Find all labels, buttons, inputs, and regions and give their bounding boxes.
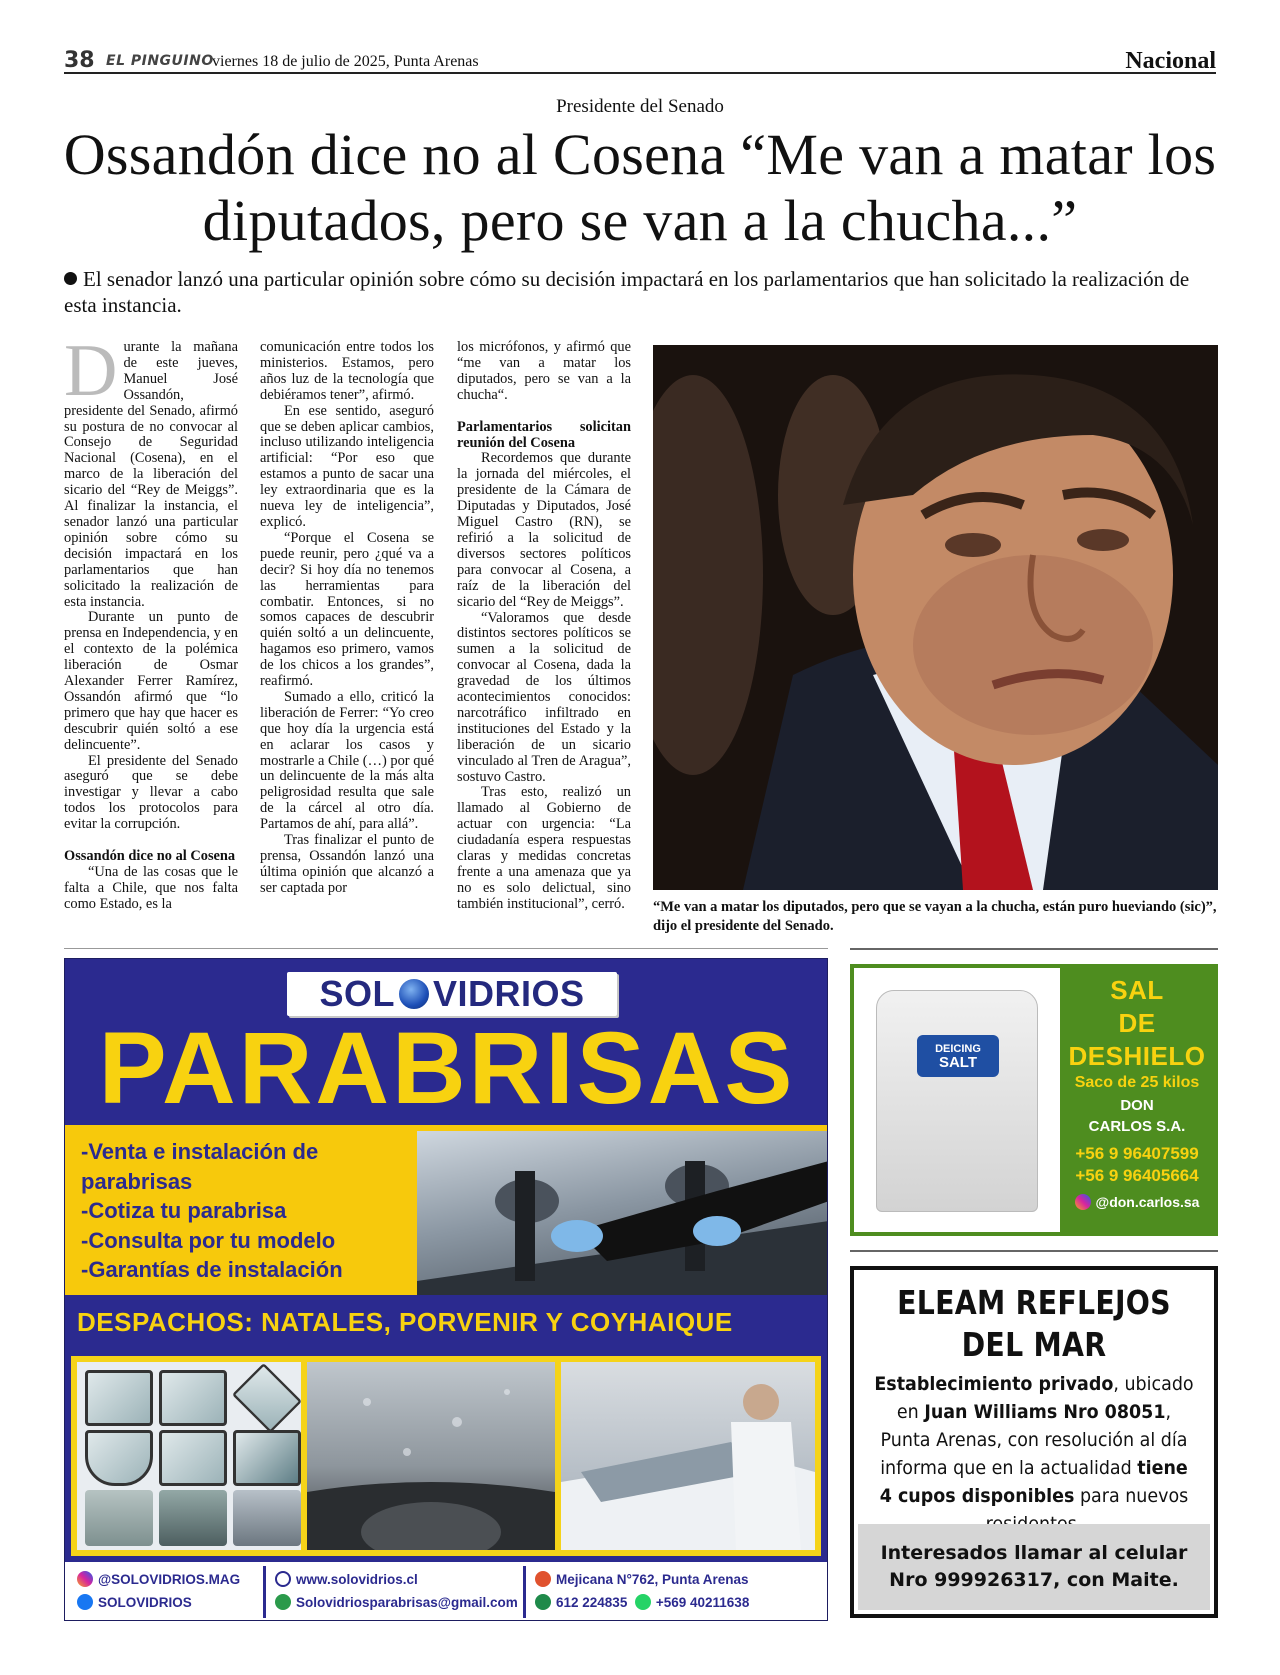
- glass-tile: [159, 1430, 227, 1486]
- bullet-icon: [64, 272, 77, 285]
- glass-samples-photo: [77, 1362, 301, 1550]
- location-pin-icon: [535, 1571, 551, 1587]
- divider: [523, 1566, 526, 1618]
- lead-text: El senador lanzó una particular opinión sobre cómo su decisión impactará en los parlamentarios que han solicitado la realización de esta instancia.: [64, 267, 1190, 317]
- eleam-body-text: , Punta Arenas, con resolución al día informa que en la actualidad: [880, 1401, 1188, 1479]
- facebook-icon: [77, 1594, 93, 1610]
- website-link[interactable]: [275, 1568, 518, 1591]
- page-header: [64, 50, 1216, 74]
- rainy-windshield-photo: [307, 1362, 555, 1550]
- feature-item: -Cotiza tu parabrisa: [81, 1198, 287, 1223]
- solovidrios-ad[interactable]: [64, 958, 828, 1621]
- instagram-icon: [77, 1571, 93, 1587]
- dateline: viernes 18 de julio de 2025, Punta Arenas: [212, 53, 479, 70]
- whatsapp-icon: [635, 1594, 651, 1610]
- portrait-illustration: [653, 345, 1218, 890]
- bag-label: DEICING: [935, 1043, 981, 1055]
- product-gallery: [71, 1356, 821, 1556]
- feature-item: -Consulta por tu modelo: [81, 1227, 336, 1253]
- bag-logo: [917, 1035, 999, 1077]
- ad-features-band: [65, 1125, 828, 1295]
- website-text: www.solovidrios.cl: [296, 1572, 418, 1587]
- paragraph: Tras finalizar el punto de prensa, Ossandón lanzó una última opinión que alcanzó a ser captada por: [260, 832, 434, 896]
- phone-text: 612 224835: [556, 1595, 628, 1610]
- feature-item: parabrisas: [81, 1168, 193, 1194]
- eleam-title-line: ELEAM REFLEJOS: [897, 1283, 1171, 1322]
- facebook-handle: SOLOVIDRIOS: [98, 1595, 192, 1610]
- drop-cap: D: [64, 330, 118, 412]
- phone-line[interactable]: [535, 1591, 749, 1614]
- web-cell: [275, 1568, 518, 1614]
- sal-phone[interactable]: +56 9 96405664: [1075, 1166, 1199, 1185]
- email-link[interactable]: [275, 1591, 518, 1614]
- article-photo: [653, 345, 1218, 890]
- glass-tile: [233, 1430, 301, 1486]
- sal-phone[interactable]: +56 9 96407599: [1075, 1144, 1199, 1163]
- paragraph: los micrófonos, y afirmó que “me van a matar los diputados, pero se van a la chucha“.: [457, 339, 631, 403]
- windshield-install-photo: [417, 1131, 828, 1295]
- article-headline: Ossandón dice no al Cosena “Me van a matar los diputados, pero se van a la chucha...”: [63, 122, 1217, 253]
- company-line: CARLOS S.A.: [1088, 1118, 1186, 1135]
- divider: [850, 1250, 1218, 1252]
- sal-subtitle: Saco de 25 kilos: [1074, 1074, 1200, 1091]
- technician-photo: [561, 1362, 815, 1550]
- article-lead: [64, 266, 1214, 318]
- eleam-body: [868, 1370, 1199, 1538]
- paragraph: comunicación entre todos los ministerios. Estamos, pero años luz de la tecnología que debiéramos tener”, afirmó.: [260, 339, 434, 403]
- eleam-contact[interactable]: [858, 1524, 1210, 1610]
- page-number: 38: [64, 48, 95, 73]
- newspaper-brand: EL PINGUINO: [106, 53, 214, 69]
- despachos-text: DESPACHOS: NATALES, PORVENIR Y COYHAIQUE: [77, 1307, 733, 1337]
- ad-title: PARABRISAS: [98, 1011, 796, 1125]
- globe-icon: [397, 977, 431, 1011]
- article-kicker: Presidente del Senado: [556, 96, 724, 117]
- sal-title-line: SAL: [1110, 975, 1164, 1005]
- email-text: Solovidriosparabrisas@gmail.com: [296, 1595, 518, 1610]
- company-line: DON: [1120, 1097, 1154, 1114]
- solovidrios-logo: [287, 972, 617, 1016]
- sal-title: [1060, 974, 1214, 1073]
- glass-tile: [85, 1430, 153, 1486]
- divider: [64, 948, 828, 949]
- sal-deshielo-ad[interactable]: [850, 964, 1218, 1236]
- paragraph: En ese sentido, aseguró que se deben aplicar cambios, incluso utilizando inteligencia artificial: “Por eso que estamos a punto de sacar una ley extraordinaria que es la nueva ley de inteligencia”, explicó.: [260, 402, 434, 530]
- sal-title-line: DE: [1118, 1008, 1156, 1038]
- glass-tile: [159, 1370, 227, 1426]
- eleam-body-bold: Juan Williams Nro 08051: [924, 1401, 1166, 1423]
- divider: [263, 1566, 266, 1618]
- sal-ad-text: [1060, 968, 1214, 1232]
- social-cell: [77, 1568, 240, 1614]
- article-column-1: [64, 330, 238, 913]
- glass-tile: [232, 1363, 302, 1433]
- paragraph: Recordemos que durante la jornada del miércoles, el presidente de la Cámara de Diputadas y Diputados, José Miguel Castro (RN), se refirió a la solicitud de diversos sectores políticos para convocar al Cosena, a raíz de la liberación del sicario del “Rey de Meiggs”.: [457, 450, 631, 610]
- article-subhead: Ossandón dice no al Cosena: [64, 848, 236, 865]
- sal-instagram[interactable]: [1060, 1192, 1214, 1212]
- eleam-body-bold: Establecimiento privado: [874, 1373, 1114, 1395]
- sal-title-line: DESHIELO: [1068, 1041, 1206, 1071]
- address-line: [535, 1568, 749, 1591]
- eleam-contact-line: Interesados llamar al celular: [880, 1542, 1188, 1564]
- article-column-3: [457, 340, 631, 913]
- paragraph: “Valoramos que desde distintos sectores políticos se sumen a la solicitud de convocar al Cosena, dada la gravedad de los últimos acontecimientos conocidos: narcotráfico infiltrado en instituciones del Estado y la liberación de un sicario vinculado al Tren de Aragua”, sostuvo Castro.: [457, 609, 631, 785]
- paragraph: El presidente del Senado aseguró que se debe investigar y llevar a cabo todos los protocolos para evitar la corrupción.: [64, 752, 238, 833]
- location-cell: [535, 1568, 749, 1614]
- logo-text-right: VIDRIOS: [432, 973, 585, 1014]
- address-text: Mejicana N°762, Punta Arenas: [556, 1572, 749, 1587]
- paragraph: [64, 330, 238, 610]
- instagram-link[interactable]: [77, 1568, 240, 1591]
- eleam-title: [879, 1282, 1189, 1366]
- article-subhead: Parlamentarios solicitan reunión del Cosena: [457, 418, 631, 451]
- paragraph: Sumado a ello, criticó la liberación de Ferrer: “Yo creo que hoy día la urgencia está en aclarar los casos y mostrarle a Chile (…) por qué un delincuente de la más alta peligrosidad resulta que sale de la cárcel al otro día. Partamos de ahí, para allá”.: [260, 688, 434, 833]
- paragraph: “Una de las cosas que le falta a Chile, que nos falta como Estado, es la: [64, 864, 238, 912]
- divider: [850, 948, 1218, 950]
- car-interior-illustration: [307, 1362, 555, 1550]
- paragraph: “Porque el Cosena se puede reunir, pero ¿qué va a decir? Si hoy día no tenemos las herramientas para combatir. Entonces, si no somos capaces de descubrir quién soltó a un delincuente, hagamos eso primero, vamos de los chicos a los grandes”, reafirmó.: [260, 529, 434, 690]
- feature-item: -Garantías de instalación: [81, 1257, 343, 1282]
- whatsapp-text: +569 40211638: [655, 1595, 750, 1610]
- salt-bag: [876, 990, 1038, 1212]
- paragraph: Tras esto, realizó un llamado al Gobierno de actuar con urgencia: “La ciudadanía espera respuestas claras y medidas concretas frente a una amenaza que ya no es solo delictual, sino también institucional”, cerró.: [457, 784, 631, 912]
- glass-tile: [159, 1490, 227, 1546]
- glass-tile: [85, 1370, 153, 1426]
- instagram-handle: @SOLOVIDRIOS.MAG: [98, 1572, 241, 1587]
- eleam-contact-line: Nro 999926317, con Maite.: [889, 1569, 1179, 1591]
- eleam-body-text: para nuevos: [1079, 1485, 1189, 1507]
- eleam-ad[interactable]: [850, 1266, 1218, 1618]
- features-list: [81, 1137, 343, 1285]
- phone-icon: [535, 1594, 551, 1610]
- instagram-handle: @don.carlos.sa: [1095, 1194, 1200, 1210]
- glass-tile: [85, 1490, 153, 1546]
- sal-company: [1060, 1095, 1214, 1137]
- salt-bag-photo: [854, 968, 1060, 1232]
- feature-item: -Venta e instalación de: [81, 1139, 319, 1164]
- paragraph-text: urante la mañana de este jueves, Manuel José Ossandón, presidente del Senado, afirmó su postura de no convocar al Consejo de Seguridad Nacional (Cosena), en el marco de la liberación del sicario del “Rey de Meiggs”. Al finalizar la instancia, el senador lanzó una particular opinión sobre cómo su decisión impactará en los parlamentarios que han solicitado la realización de esta instancia.: [64, 339, 238, 610]
- photo-caption: “Me van a matar los diputados, pero que se vayan a la chucha, están puro hueviando (sic)”, dijo el presidente del Senado.: [653, 899, 1217, 934]
- logo-text-left: SOL: [319, 973, 395, 1014]
- bag-label: SALT: [938, 1054, 978, 1071]
- install-illustration: [417, 1131, 828, 1295]
- technician-illustration: [561, 1362, 815, 1550]
- eleam-title-line: DEL MAR: [961, 1325, 1107, 1364]
- section-label: Nacional: [1125, 48, 1216, 74]
- instagram-icon: [1075, 1194, 1091, 1210]
- ad-contact-footer: [65, 1562, 828, 1621]
- email-icon: [275, 1594, 291, 1610]
- eleam-body-bold: tiene 4 cupos disponibles: [879, 1457, 1188, 1507]
- eleam-body-text: , ubicado en: [896, 1373, 1194, 1423]
- globe-icon: [275, 1571, 291, 1587]
- paragraph: Durante un punto de prensa en Independencia, y en el contexto de la polémica liberación de Osmar Alexander Ferrer Ramírez, Ossandón afirmó que “lo primero que hay que hacer es descubrir quién soltó a ese delincuente”.: [64, 609, 238, 753]
- article-column-2: [260, 340, 434, 897]
- glass-tile: [233, 1490, 301, 1546]
- facebook-link[interactable]: [77, 1591, 240, 1614]
